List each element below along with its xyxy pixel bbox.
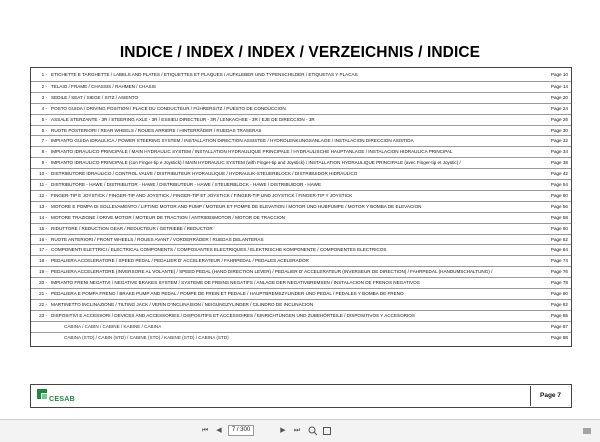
toc-row-number: 6 - xyxy=(41,127,47,133)
toc-row-page: Page 80 xyxy=(550,291,568,296)
fullscreen-icon[interactable] xyxy=(322,426,332,436)
toc-row xyxy=(31,190,571,200)
toc-row-title: PEDALIERA ACCELERATORE (INVERSORE AL VOLANTE) / SPEED PEDAL (HAND DIRECTION LEVER) / PEDALIER D' ACCELERATEUR (INVERSEUR DE DIRECTION) / FAHRPEDAL (HANDUMSCHALTUNG) / xyxy=(51,269,493,275)
toc-subrow-page: Page 87 xyxy=(550,323,568,329)
toc-row-title: RUOTE POSTERIORI / REAR WHEELS / ROUES ARRIERE / HINTERRÄDER / RUEDAS TRASERAS xyxy=(51,127,262,133)
toc-row-title: COMPONENTI ELETTRICI / ELECTRICAL COMPONENTS / COMPOSANTES ELECTRIQUES / ELEKTRISCHE KOMPONENTE / COMPONENTES ELECTRICOS xyxy=(51,247,387,253)
toc-row-title: DISTRIBUTORE IDRAULICO / CONTROL VALVE / DISTRIBUTEUR HYDRAULIQUE / HYDRAULIK-STEUERBLOCK / DISTRIBUIDOR HIDRAULICO xyxy=(51,171,358,177)
toc-row-page: Page 54 xyxy=(550,182,568,187)
toc-subrow-title: CABINA (STD) / CABIN (STD) / CABINE (STD) / KABINE (STD) / CABINA (STD) xyxy=(64,334,229,340)
toc-row xyxy=(31,212,571,222)
toc-subrow-title: CABINA / CABIN / CABINE / KABINE / CABINA xyxy=(64,323,162,329)
toc-row xyxy=(31,234,571,244)
toc-row-page: Page 42 xyxy=(550,171,568,177)
toc-row-number: 23 - xyxy=(39,312,47,318)
toc-row-page: Page 30 xyxy=(550,127,568,133)
toc-row-number: 8 - xyxy=(41,149,47,155)
toc-row-page: Page 82 xyxy=(550,301,568,307)
toc-row xyxy=(31,157,571,167)
toc-row-number: 2 - xyxy=(41,83,47,89)
toc-row-number: 16 - xyxy=(39,236,47,242)
toc-row-title: IMPIANTO FRENI NEGATIVI / NEGATIVE BRAKES SYSTEM / SYSTEME DE FREINS NEGATIFS / ANLAGE DER NEGATIVBREMSEN / INSTALACION DE FRENOS NEGATIVOS xyxy=(51,280,420,286)
toc-row xyxy=(31,244,571,254)
toc-row-page: Page 32 xyxy=(550,138,568,144)
toc-row-number: 14 - xyxy=(39,214,47,220)
toc-row-page: Page 24 xyxy=(550,105,568,111)
toc-row-page: Page 64 xyxy=(550,247,568,253)
toc-row-title: IMPIANTO GUIDA IDRAULICA / POWER STEERING SYSTEM / INSTALLATION DIRECTION ASSISTEE / HYDROLENKUNGSANLAGE / INSTALACION DIRECCION ASISTIDA xyxy=(51,138,414,144)
toc-row xyxy=(31,310,571,320)
menu-icon[interactable] xyxy=(582,426,592,436)
toc-row xyxy=(31,92,571,102)
toc-row-title: FINGER-TIP E JOYSTICK / FINGER-TIP AND JOYSTICK / FINGER-TIP ET JOYSTICK / FINGER-TIP UND JOYSTICK / FINGER-TIP Y JOYSTICK xyxy=(51,192,353,198)
toc-row-number: 10 - xyxy=(39,171,47,177)
toc-row-title: IMPIANTO IDRAULICO PRINCIPALE / MAIN HYDRAULIC SYSTEM / INSTALLATION HYDRAULIQUE PRINCIPALE / HYDRAULISCHE HAUPTANLAGE / INSTALACION HIDRAULICA PRINCIPAL xyxy=(51,149,453,155)
toc-row xyxy=(31,168,571,178)
toc-table xyxy=(30,67,572,347)
first-page-button[interactable]: ⏮ xyxy=(201,427,209,434)
toc-row-page: Page 85 xyxy=(550,312,568,318)
toc-subrow-page: Page 88 xyxy=(550,334,568,340)
toc-row-title: IMPIANTO IDRAULICO PRINCIPALE (con Finger-tip e Joystick) / MAIN HYDRAULIC SYSTEM (with Finger-tip and Joystick) / INSTALLATION HYDRAULIQUE PRINCIPALE (avec Finger-tip et Joystic) / xyxy=(51,160,461,166)
zoom-in-icon[interactable] xyxy=(308,426,318,436)
cesab-logo xyxy=(35,387,75,406)
toc-row-title: PEDALIERA ACCELERATORE / SPEED PEDAL / PEDALIER D' ACCELERATEUR / FAHRPEDAL / PEDALES ACELERADOR xyxy=(51,258,309,264)
toc-row xyxy=(31,146,571,156)
toc-row-number: 4 - xyxy=(41,105,47,111)
toc-row xyxy=(31,81,571,91)
toc-row xyxy=(31,277,571,287)
toc-row-title: POSTO GUIDA / DRIVING POSITION / PLACE DU CONDUCTEUR / FÜHRERSITZ / PUESTO DE CONDUCCION xyxy=(51,105,286,111)
toc-row xyxy=(31,114,571,124)
toc-row xyxy=(31,103,571,113)
toc-row xyxy=(31,288,571,298)
toc-subrow xyxy=(31,332,571,342)
footer-box xyxy=(30,384,572,408)
next-page-button[interactable]: ▶ xyxy=(280,427,286,434)
toc-row-page: Page 10 xyxy=(550,72,568,77)
toc-row-page: Page 56 xyxy=(550,203,568,209)
toc-row xyxy=(31,266,571,276)
toc-row-page: Page 62 xyxy=(550,236,568,242)
toc-row-title: RUOTE ANTERIORI / FRONT WHEELS / ROUES AVANT / VORDERRÄDER / RUEDAS DELANTERAS xyxy=(51,236,264,242)
toc-row-number: 11 - xyxy=(39,182,47,187)
toc-row-title: MARTINETTO INCLINAZIONE / TILTING JACK / VERIN D'INCLINAISON / NEIGUNGZYLINDER / CILINDRO DE INCLINACION xyxy=(51,301,314,307)
page-number-input[interactable]: 7 / 300 xyxy=(228,425,254,436)
toc-row-number: 22 - xyxy=(39,301,47,307)
toc-row xyxy=(31,255,571,265)
toc-row-page: Page 26 xyxy=(550,116,568,122)
last-page-button[interactable]: ⏭ xyxy=(293,427,301,434)
toc-row-title: MOTORE E POMPA DI SOLLEVAMENTO / LIFTING MOTOR AND PUMP / MOTEUR ET POMPE DE ELEVATION / MOTOR UND HUBPUMPE / MOTOR Y BOMBA DE ELEVACION xyxy=(51,203,422,209)
toc-row-page: Page 74 xyxy=(550,258,568,264)
toc-row xyxy=(31,201,571,211)
toc-row-number: 5 - xyxy=(41,116,47,122)
toc-row-page: Page 34 xyxy=(550,149,568,155)
toc-row xyxy=(31,135,571,145)
toc-row-page: Page 60 xyxy=(550,192,568,198)
toc-row-number: 21 - xyxy=(39,291,47,296)
toc-row-title: SEDILE / SEAT / SIEGE / SITZ / ASIENTO xyxy=(51,94,139,100)
toc-row-title: PEDALIERA E POMPA FRENO / BRAKE PUMP AND PEDAL / POMPE DE FREIN ET PEDALE / HAUPTBREMSZYLINDER UND PEDAL / PEDALES Y BOMBA DE FRENO xyxy=(51,291,404,296)
toc-row xyxy=(31,299,571,309)
toc-subrow xyxy=(31,321,571,331)
toc-row-number: 1 - xyxy=(41,72,47,77)
toc-row-title: MOTORE TRAZIONE / DRIVE MOTOR / MOTEUR DE TRACTION / ANTRIEBSMOTOR / MOTOR DE TRACCION xyxy=(51,214,285,220)
toc-row-number: 15 - xyxy=(39,225,47,231)
toc-row-page: Page 60 xyxy=(550,225,568,231)
pdf-viewer-toolbar xyxy=(0,420,600,442)
toc-row-number: 17 - xyxy=(39,247,47,253)
toc-row-title: DISTRIBUTORE - HAWE / DISTRIBUTOR - HAWE / DISTRIBUTEUR - HAWE / STEUERBLOCK - HAWE / DISTRIBUIDOR - HAWE xyxy=(51,182,322,187)
toc-row-title: DISPOSITIVI E ACCESSORI / DEVICES AND ACCESSORIES / DISPOSITIFS ET ACCESSOIRES / EINRICHTUNGEN UND ZUBEHÖRTEILE / DISPOSITIVOS Y ACCESORIOS xyxy=(51,312,415,318)
footer-page-number: Page 7 xyxy=(530,386,570,406)
toc-row-number: 3 - xyxy=(41,94,47,100)
toc-row-number: 18 - xyxy=(39,258,47,264)
toc-row-title: TELAIO / FRAME / CHASSIS / RAHMEN / CHASIS xyxy=(51,83,156,89)
toc-row-title: ETICHETTE E TARGHETTE / LABELS AND PLATES / ETIQUETTES ET PLAQUES / AUFKLEBER UND TYPENSCHILDER / ETIQUETAS Y PLACAS xyxy=(51,72,358,77)
toc-row-number: 20 - xyxy=(39,280,47,286)
toc-row-page: Page 14 xyxy=(550,83,568,89)
toc-row-title: RIDUTTORE / REDUCTION GEAR / REDUCTEUR / GETRIEBE / REDUCTOR xyxy=(51,225,213,231)
toc-row-page: Page 20 xyxy=(550,94,568,100)
toc-row-number: 7 - xyxy=(41,138,47,144)
toc-row-page: Page 58 xyxy=(550,214,568,220)
toc-row xyxy=(31,179,571,189)
toc-row xyxy=(31,223,571,233)
toc-row-number: 19 - xyxy=(39,269,47,275)
toc-row xyxy=(31,70,571,80)
toc-row-page: Page 38 xyxy=(550,160,568,166)
page-title: INDICE / INDEX / INDEX / VERZEICHNIS / INDICE xyxy=(119,44,481,61)
logo-text: CESAB xyxy=(49,396,76,403)
toc-row-title: ASSALE STERZANTE - 3R / STEERING AXLE - 3R / ESSIEU DIRECTEUR - 3R / LENKACHSE - 3R / EJE DE DIRECCION - 3R xyxy=(51,116,315,122)
toc-row-number: 13 - xyxy=(39,203,47,209)
toc-row xyxy=(31,125,571,135)
toc-row-number: 12 - xyxy=(39,192,47,198)
prev-page-button[interactable]: ◀ xyxy=(216,427,222,434)
toc-row-number: 9 - xyxy=(41,160,47,166)
toc-row-page: Page 78 xyxy=(550,280,568,286)
toc-row-page: Page 76 xyxy=(550,269,568,275)
